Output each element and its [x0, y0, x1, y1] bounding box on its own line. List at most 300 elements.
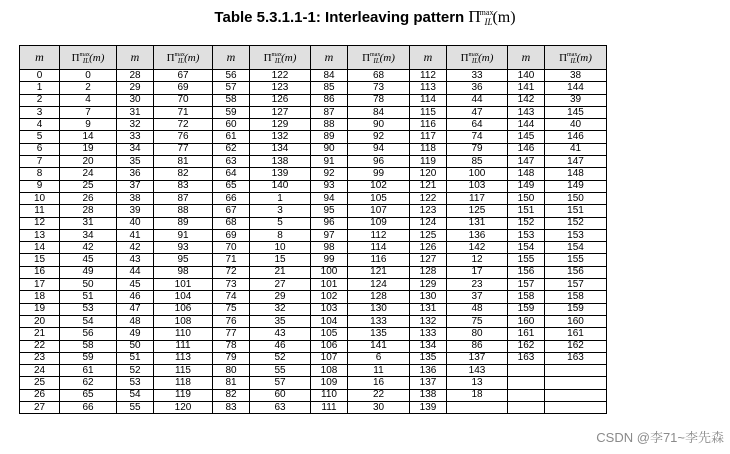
cell-pi: 129: [250, 119, 311, 131]
cell-m: 32: [117, 119, 154, 131]
table-row: [20, 192, 607, 204]
cell-m: 118: [410, 143, 447, 155]
header-pi-subscript: IL: [177, 56, 185, 65]
cell-m: 51: [117, 352, 154, 364]
cell-m: 114: [410, 94, 447, 106]
caption-superscript: max: [479, 8, 494, 17]
cell-pi: 27: [250, 279, 311, 291]
header-pi-symbol: Π: [71, 51, 80, 64]
cell-pi: 158: [545, 291, 607, 303]
cell-m: 121: [410, 180, 447, 192]
caption-argument: (m): [492, 9, 516, 26]
cell-m: 113: [410, 82, 447, 94]
cell-pi: 83: [154, 180, 213, 192]
cell-pi: 0: [60, 70, 117, 82]
cell-m: 131: [410, 303, 447, 315]
cell-pi: 52: [250, 352, 311, 364]
cell-m: 137: [410, 377, 447, 389]
table-row: [20, 402, 607, 414]
header-pi-symbol: Π: [460, 51, 469, 64]
cell-m: 48: [117, 315, 154, 327]
table-row: [20, 315, 607, 327]
cell-pi: 82: [154, 168, 213, 180]
cell-pi: 134: [250, 143, 311, 155]
table-header: [20, 46, 607, 70]
cell-pi: 128: [348, 291, 410, 303]
cell-pi: 126: [250, 94, 311, 106]
cell-pi: 123: [250, 82, 311, 94]
cell-m: 90: [311, 143, 348, 155]
cell-m: 129: [410, 279, 447, 291]
cell-m: 3: [20, 106, 60, 118]
cell-pi: 33: [447, 70, 508, 82]
cell-pi: 80: [447, 328, 508, 340]
cell-m: 33: [117, 131, 154, 143]
cell-pi: 42: [60, 242, 117, 254]
cell-pi: 70: [154, 94, 213, 106]
cell-m: 144: [508, 119, 545, 131]
cell-m: 82: [213, 389, 250, 401]
cell-pi: 9: [60, 119, 117, 131]
cell-m: 122: [410, 192, 447, 204]
header-pi-symbol: Π: [559, 51, 568, 64]
cell-m: 22: [20, 340, 60, 352]
cell-m: 24: [20, 365, 60, 377]
cell-pi: 10: [250, 242, 311, 254]
table-row: [20, 303, 607, 315]
cell-pi: 90: [348, 119, 410, 131]
header-m: m: [117, 46, 154, 70]
cell-m: 158: [508, 291, 545, 303]
header-pi-symbol: Π: [362, 51, 371, 64]
cell-m: 88: [311, 119, 348, 131]
table-row: [20, 279, 607, 291]
cell-m: 2: [20, 94, 60, 106]
header-pi-argument: (m): [184, 51, 200, 64]
cell-pi: 73: [348, 82, 410, 94]
header-pi-symbol: Π: [166, 51, 175, 64]
header-pi-argument: (m): [89, 51, 105, 64]
cell-m: 81: [213, 377, 250, 389]
cell-pi: 159: [545, 303, 607, 315]
cell-pi: 34: [60, 229, 117, 241]
cell-pi: 120: [154, 402, 213, 414]
cell-pi: 50: [60, 279, 117, 291]
table-row: [20, 119, 607, 131]
cell-m: 64: [213, 168, 250, 180]
cell-m: 8: [20, 168, 60, 180]
cell-pi: 36: [447, 82, 508, 94]
cell-m: 157: [508, 279, 545, 291]
cell-pi: 130: [348, 303, 410, 315]
cell-m: 152: [508, 217, 545, 229]
cell-m: 7: [20, 156, 60, 168]
cell-m: 163: [508, 352, 545, 364]
table-row: [20, 156, 607, 168]
cell-m: [508, 365, 545, 377]
cell-pi: 35: [250, 315, 311, 327]
cell-pi: 116: [348, 254, 410, 266]
cell-pi: 135: [348, 328, 410, 340]
cell-pi: 18: [447, 389, 508, 401]
header-pi-superscript: max: [79, 51, 90, 58]
cell-m: 134: [410, 340, 447, 352]
table-row: [20, 229, 607, 241]
header-pi-subscript: IL: [570, 56, 577, 65]
cell-pi: 156: [545, 266, 607, 278]
cell-pi: 131: [447, 217, 508, 229]
table-row: [20, 143, 607, 155]
header-pi-subscript: IL: [471, 56, 479, 65]
cell-m: 44: [117, 266, 154, 278]
cell-m: 153: [508, 229, 545, 241]
cell-pi: 100: [447, 168, 508, 180]
cell-pi: 124: [348, 279, 410, 291]
cell-pi: 23: [447, 279, 508, 291]
cell-m: 14: [20, 242, 60, 254]
cell-pi: 149: [545, 180, 607, 192]
header-m: m: [311, 46, 348, 70]
cell-pi: 55: [250, 365, 311, 377]
cell-m: 93: [311, 180, 348, 192]
table-row: [20, 254, 607, 266]
cell-pi: 84: [348, 106, 410, 118]
header-pi: [545, 46, 607, 70]
cell-pi: 143: [447, 365, 508, 377]
cell-pi: 5: [250, 217, 311, 229]
cell-pi: 4: [60, 94, 117, 106]
cell-m: 16: [20, 266, 60, 278]
cell-m: 67: [213, 205, 250, 217]
table-row: [20, 365, 607, 377]
cell-pi: 68: [348, 70, 410, 82]
cell-pi: 40: [545, 119, 607, 131]
cell-m: 95: [311, 205, 348, 217]
cell-m: 49: [117, 328, 154, 340]
cell-pi: 3: [250, 205, 311, 217]
cell-pi: 125: [447, 205, 508, 217]
cell-m: 68: [213, 217, 250, 229]
cell-m: 97: [311, 229, 348, 241]
cell-pi: 96: [348, 156, 410, 168]
cell-m: 94: [311, 192, 348, 204]
cell-m: 135: [410, 352, 447, 364]
header-pi-argument: (m): [478, 51, 494, 64]
cell-m: 136: [410, 365, 447, 377]
cell-m: 111: [311, 402, 348, 414]
header-row: [20, 46, 607, 70]
cell-m: 138: [410, 389, 447, 401]
header-pi-argument: (m): [281, 51, 297, 64]
cell-pi: 44: [447, 94, 508, 106]
header-pi-argument: (m): [576, 51, 592, 64]
cell-m: 124: [410, 217, 447, 229]
cell-pi: 150: [545, 192, 607, 204]
cell-m: 52: [117, 365, 154, 377]
cell-m: 83: [213, 402, 250, 414]
table-row: [20, 94, 607, 106]
cell-m: 140: [508, 70, 545, 82]
cell-m: 112: [410, 70, 447, 82]
header-pi-subscript: IL: [373, 56, 380, 65]
cell-pi: [545, 377, 607, 389]
cell-m: 61: [213, 131, 250, 143]
cell-pi: 51: [60, 291, 117, 303]
table-caption: [0, 4, 730, 33]
cell-m: 92: [311, 168, 348, 180]
cell-m: 30: [117, 94, 154, 106]
table-row: [20, 168, 607, 180]
cell-pi: 86: [447, 340, 508, 352]
cell-pi: 118: [154, 377, 213, 389]
cell-pi: 92: [348, 131, 410, 143]
table-row: [20, 70, 607, 82]
cell-pi: 30: [348, 402, 410, 414]
cell-m: 38: [117, 192, 154, 204]
cell-m: 80: [213, 365, 250, 377]
cell-pi: 91: [154, 229, 213, 241]
cell-pi: 67: [154, 70, 213, 82]
cell-m: 127: [410, 254, 447, 266]
cell-pi: 41: [545, 143, 607, 155]
cell-pi: 13: [447, 377, 508, 389]
table-row: [20, 266, 607, 278]
cell-m: 101: [311, 279, 348, 291]
cell-pi: 113: [154, 352, 213, 364]
table-row: [20, 106, 607, 118]
header-pi-symbol: Π: [263, 51, 272, 64]
cell-m: 74: [213, 291, 250, 303]
cell-m: 77: [213, 328, 250, 340]
cell-pi: 121: [348, 266, 410, 278]
cell-m: 5: [20, 131, 60, 143]
cell-m: 71: [213, 254, 250, 266]
cell-m: 76: [213, 315, 250, 327]
header-pi: [250, 46, 311, 70]
cell-m: 147: [508, 156, 545, 168]
cell-pi: 2: [60, 82, 117, 94]
cell-pi: 101: [154, 279, 213, 291]
cell-m: 145: [508, 131, 545, 143]
cell-m: 159: [508, 303, 545, 315]
cell-m: 104: [311, 315, 348, 327]
cell-pi: 26: [60, 192, 117, 204]
cell-m: 105: [311, 328, 348, 340]
cell-m: 6: [20, 143, 60, 155]
cell-pi: 122: [250, 70, 311, 82]
cell-pi: 31: [60, 217, 117, 229]
cell-pi: 38: [545, 70, 607, 82]
cell-pi: 138: [250, 156, 311, 168]
cell-m: [508, 402, 545, 414]
cell-m: 59: [213, 106, 250, 118]
cell-m: 0: [20, 70, 60, 82]
cell-pi: 108: [154, 315, 213, 327]
cell-m: 115: [410, 106, 447, 118]
cell-pi: 163: [545, 352, 607, 364]
cell-m: 161: [508, 328, 545, 340]
cell-m: 50: [117, 340, 154, 352]
cell-m: 39: [117, 205, 154, 217]
header-m: m: [410, 46, 447, 70]
caption-pi-symbol: Π: [468, 7, 481, 26]
cell-pi: 65: [60, 389, 117, 401]
header-pi: [154, 46, 213, 70]
cell-m: 119: [410, 156, 447, 168]
cell-m: 106: [311, 340, 348, 352]
cell-m: 63: [213, 156, 250, 168]
cell-m: 62: [213, 143, 250, 155]
cell-pi: 137: [447, 352, 508, 364]
cell-pi: 60: [250, 389, 311, 401]
cell-pi: 56: [60, 328, 117, 340]
header-pi-superscript: max: [271, 51, 282, 58]
cell-pi: 22: [348, 389, 410, 401]
cell-pi: 99: [348, 168, 410, 180]
cell-pi: 160: [545, 315, 607, 327]
table-row: [20, 352, 607, 364]
cell-m: 19: [20, 303, 60, 315]
cell-pi: 24: [60, 168, 117, 180]
cell-m: 73: [213, 279, 250, 291]
cell-pi: 109: [348, 217, 410, 229]
cell-m: 28: [117, 70, 154, 82]
cell-m: 20: [20, 315, 60, 327]
cell-pi: 16: [348, 377, 410, 389]
cell-m: 141: [508, 82, 545, 94]
cell-pi: 14: [60, 131, 117, 143]
table-row: [20, 340, 607, 352]
cell-m: 99: [311, 254, 348, 266]
cell-m: [508, 389, 545, 401]
table-row: [20, 82, 607, 94]
cell-m: 4: [20, 119, 60, 131]
cell-pi: 63: [250, 402, 311, 414]
cell-pi: 39: [545, 94, 607, 106]
cell-pi: 102: [348, 180, 410, 192]
cell-m: 13: [20, 229, 60, 241]
cell-pi: 111: [154, 340, 213, 352]
header-m: m: [508, 46, 545, 70]
cell-pi: 87: [154, 192, 213, 204]
cell-m: 41: [117, 229, 154, 241]
header-pi: [348, 46, 410, 70]
cell-pi: 72: [154, 119, 213, 131]
cell-m: 125: [410, 229, 447, 241]
cell-pi: 88: [154, 205, 213, 217]
cell-pi: 49: [60, 266, 117, 278]
cell-pi: 76: [154, 131, 213, 143]
cell-m: 9: [20, 180, 60, 192]
cell-m: 103: [311, 303, 348, 315]
cell-m: 78: [213, 340, 250, 352]
cell-pi: 136: [447, 229, 508, 241]
header-m: m: [213, 46, 250, 70]
cell-pi: 6: [348, 352, 410, 364]
table-row: [20, 205, 607, 217]
cell-m: 43: [117, 254, 154, 266]
cell-m: 31: [117, 106, 154, 118]
cell-pi: 161: [545, 328, 607, 340]
cell-pi: 145: [545, 106, 607, 118]
table-row: [20, 328, 607, 340]
header-pi-subscript: IL: [82, 56, 90, 65]
table-row: [20, 389, 607, 401]
cell-m: 25: [20, 377, 60, 389]
cell-pi: 81: [154, 156, 213, 168]
cell-m: 45: [117, 279, 154, 291]
cell-pi: 12: [447, 254, 508, 266]
cell-m: 143: [508, 106, 545, 118]
cell-pi: 95: [154, 254, 213, 266]
cell-pi: 106: [154, 303, 213, 315]
cell-pi: 148: [545, 168, 607, 180]
cell-pi: 15: [250, 254, 311, 266]
cell-pi: 19: [60, 143, 117, 155]
cell-pi: 152: [545, 217, 607, 229]
cell-pi: 110: [154, 328, 213, 340]
cell-pi: 37: [447, 291, 508, 303]
cell-m: 47: [117, 303, 154, 315]
cell-pi: 58: [60, 340, 117, 352]
table-row: [20, 377, 607, 389]
cell-m: 126: [410, 242, 447, 254]
cell-m: 34: [117, 143, 154, 155]
header-pi-superscript: max: [468, 51, 479, 58]
cell-pi: 75: [447, 315, 508, 327]
cell-pi: 46: [250, 340, 311, 352]
cell-m: 21: [20, 328, 60, 340]
cell-m: 84: [311, 70, 348, 82]
cell-pi: 162: [545, 340, 607, 352]
cell-pi: 105: [348, 192, 410, 204]
cell-pi: 69: [154, 82, 213, 94]
cell-pi: 71: [154, 106, 213, 118]
cell-pi: 151: [545, 205, 607, 217]
cell-pi: 155: [545, 254, 607, 266]
cell-pi: 62: [60, 377, 117, 389]
table-row: [20, 291, 607, 303]
cell-pi: 103: [447, 180, 508, 192]
cell-pi: 79: [447, 143, 508, 155]
cell-m: 65: [213, 180, 250, 192]
cell-m: 17: [20, 279, 60, 291]
cell-pi: 114: [348, 242, 410, 254]
cell-pi: 64: [447, 119, 508, 131]
cell-m: 102: [311, 291, 348, 303]
cell-m: 116: [410, 119, 447, 131]
cell-pi: 133: [348, 315, 410, 327]
cell-pi: 21: [250, 266, 311, 278]
cell-m: 11: [20, 205, 60, 217]
cell-pi: 32: [250, 303, 311, 315]
cell-m: 87: [311, 106, 348, 118]
cell-pi: 54: [60, 315, 117, 327]
header-pi-superscript: max: [174, 51, 185, 58]
caption-subscript: IL: [484, 17, 493, 27]
table-row: [20, 180, 607, 192]
cell-m: 133: [410, 328, 447, 340]
cell-pi: 78: [348, 94, 410, 106]
table-row: [20, 217, 607, 229]
cell-pi: 85: [447, 156, 508, 168]
cell-m: 117: [410, 131, 447, 143]
cell-m: 162: [508, 340, 545, 352]
cell-pi: 74: [447, 131, 508, 143]
cell-m: 35: [117, 156, 154, 168]
cell-m: 151: [508, 205, 545, 217]
cell-m: 139: [410, 402, 447, 414]
